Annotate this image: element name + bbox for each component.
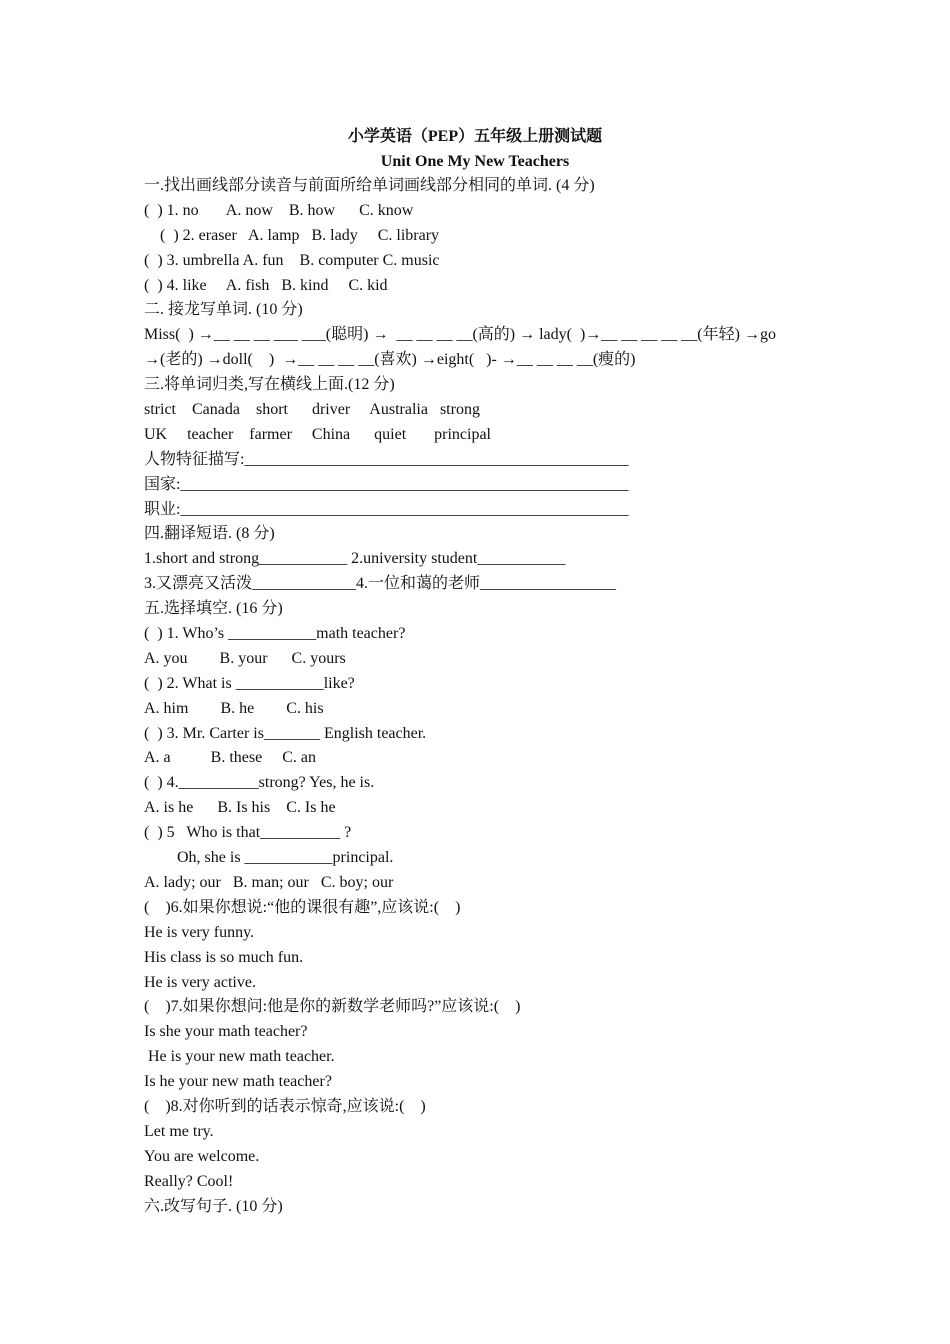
s5-question-8-option-a: Let me try. bbox=[144, 1122, 214, 1140]
s5-question-8-option-c: Really? Cool! bbox=[144, 1172, 234, 1190]
s2-chain-line-2: →(老的) →doll( ) →__ __ __ __(喜欢) →eight( )- →__ __ __ __(瘦的) bbox=[144, 351, 636, 369]
s5-question-6-option-b: His class is so much fun. bbox=[144, 948, 304, 966]
s5-question-6: ( )6.如果你想说:“他的课很有趣”,应该说:( ) bbox=[144, 898, 461, 916]
s1-question-3: ( ) 3. umbrella A. fun B. computer C. music bbox=[144, 251, 440, 269]
section-1-heading: 一.找出画线部分读音与前面所给单词画线部分相同的单词. (4 分) bbox=[144, 177, 595, 194]
section-4-heading: 四.翻译短语. (8 分) bbox=[144, 525, 275, 543]
section-3-heading: 三.将单词归类,写在横线上面.(12 分) bbox=[144, 376, 395, 394]
s3-category-features: 人物特征描写:________________________________________________ bbox=[144, 450, 629, 468]
s5-question-5: ( ) 5 Who is that__________ ? bbox=[144, 824, 352, 842]
s5-question-7: ( )7.如果你想问:他是你的新数学老师吗?”应该说:( ) bbox=[144, 998, 521, 1016]
s5-question-4: ( ) 4.__________strong? Yes, he is. bbox=[144, 774, 375, 792]
s5-question-3-options: A. a B. these C. an bbox=[144, 749, 316, 767]
s5-question-7-option-a: Is she your math teacher? bbox=[144, 1023, 308, 1041]
s5-question-5-options: A. lady; our B. man; our C. boy; our bbox=[144, 873, 394, 891]
s3-category-countries: 国家:________________________________________________________ bbox=[144, 475, 629, 493]
s5-question-2: ( ) 2. What is ___________like? bbox=[144, 674, 355, 692]
s5-question-8-option-b: You are welcome. bbox=[144, 1147, 260, 1165]
unit-subtitle: Unit One My New Teachers bbox=[380, 153, 570, 170]
s5-question-4-options: A. is he B. Is his C. Is he bbox=[144, 799, 336, 817]
s1-question-4: ( ) 4. like A. fish B. kind C. kid bbox=[144, 276, 388, 294]
s5-question-6-option-a: He is very funny. bbox=[144, 923, 255, 941]
worksheet-title: 小学英语（PEP）五年级上册测试题 bbox=[347, 128, 603, 145]
section-2-heading: 二. 接龙写单词. (10 分) bbox=[144, 301, 303, 319]
s1-question-1: ( ) 1. no A. now B. how C. know bbox=[144, 201, 414, 219]
s5-question-5-reply: Oh, she is ___________principal. bbox=[177, 849, 394, 867]
s3-word-bank-2: UK teacher farmer China quiet principal bbox=[144, 425, 491, 443]
s4-phrases-1: 1.short and strong___________ 2.university student___________ bbox=[144, 550, 566, 568]
s3-word-bank-1: strict Canada short driver Australia strong bbox=[144, 401, 480, 419]
s5-question-7-option-c: Is he your new math teacher? bbox=[144, 1073, 332, 1091]
s4-phrases-2: 3.又漂亮又活泼_____________4.一位和蔼的老师_________________ bbox=[144, 575, 617, 593]
section-5-heading: 五.选择填空. (16 分) bbox=[144, 600, 283, 618]
s5-question-3: ( ) 3. Mr. Carter is_______ English teacher. bbox=[144, 724, 427, 742]
s5-question-1: ( ) 1. Who’s ___________math teacher? bbox=[144, 625, 406, 643]
section-6-heading: 六.改写句子. (10 分) bbox=[144, 1197, 283, 1215]
s1-question-2: ( ) 2. eraser A. lamp B. lady C. library bbox=[160, 226, 440, 244]
s5-question-2-options: A. him B. he C. his bbox=[144, 699, 324, 717]
s3-category-jobs: 职业:________________________________________________________ bbox=[144, 500, 629, 518]
s5-question-8: ( )8.对你听到的话表示惊奇,应该说:( ) bbox=[144, 1097, 426, 1115]
s2-chain-line-1: Miss( ) →__ __ __ ___ ___(聪明) → __ __ __ __(高的) → lady( )→__ __ __ __ __(年轻) →go bbox=[144, 326, 776, 344]
s5-question-7-option-b: He is your new math teacher. bbox=[144, 1048, 335, 1066]
worksheet-page bbox=[144, 124, 824, 1219]
s5-question-1-options: A. you B. your C. yours bbox=[144, 649, 346, 667]
s5-question-6-option-c: He is very active. bbox=[144, 973, 256, 991]
